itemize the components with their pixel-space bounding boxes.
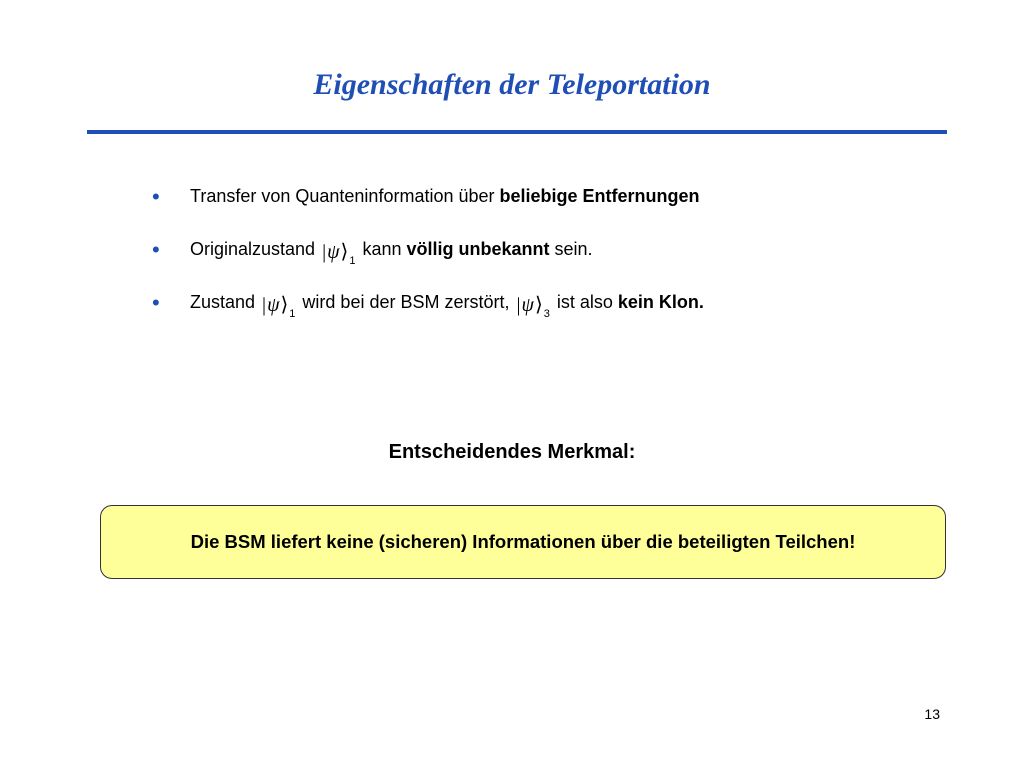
title-underline	[87, 130, 947, 134]
callout-text: Die BSM liefert keine (sicheren) Informationen über die beteiligten Teilchen!	[190, 531, 856, 552]
ket-index: 3	[543, 308, 550, 320]
bullet-text: Transfer von Quanteninformation über	[190, 186, 500, 206]
bullet-item-no-clone	[150, 292, 704, 345]
bullet-dot-icon: •	[152, 237, 160, 262]
page-number: 13	[924, 706, 940, 722]
callout-box	[100, 505, 946, 579]
subheading: Entscheidendes Merkmal:	[388, 441, 636, 463]
slide-title: Eigenschaften der Teleportation	[313, 68, 711, 101]
bullet-text: wird bei der BSM zerstört,	[297, 292, 515, 312]
bullet-dot-icon: •	[152, 290, 160, 315]
ket-symbol: ψ	[267, 294, 280, 316]
bullet-text: kann	[357, 239, 407, 259]
bullet-text: sein.	[549, 239, 593, 259]
bullet-dot-icon: •	[152, 184, 160, 209]
ket-psi-3: $|\psi⟩_3$	[516, 294, 550, 320]
bullet-text: ist also	[551, 292, 618, 312]
ket-symbol: ψ	[521, 294, 534, 316]
bullet-item-transfer	[150, 186, 704, 239]
ket-psi-1: $|\psi⟩_1$	[262, 294, 296, 320]
bullet-bold-text: völlig unbekannt	[406, 239, 550, 259]
bullet-item-original-state	[150, 239, 704, 292]
ket-index: 1	[349, 255, 356, 267]
bullet-bold-text: kein Klon.	[617, 292, 704, 312]
ket-psi-1: $|\psi⟩_1$	[322, 241, 356, 267]
ket-index: 1	[289, 308, 296, 320]
bullet-text: Zustand	[190, 292, 261, 312]
bullet-text: Originalzustand	[190, 239, 321, 259]
bullet-bold-text: beliebige Entfernungen	[499, 186, 700, 206]
ket-symbol: ψ	[327, 241, 340, 263]
bullet-list	[150, 186, 704, 345]
